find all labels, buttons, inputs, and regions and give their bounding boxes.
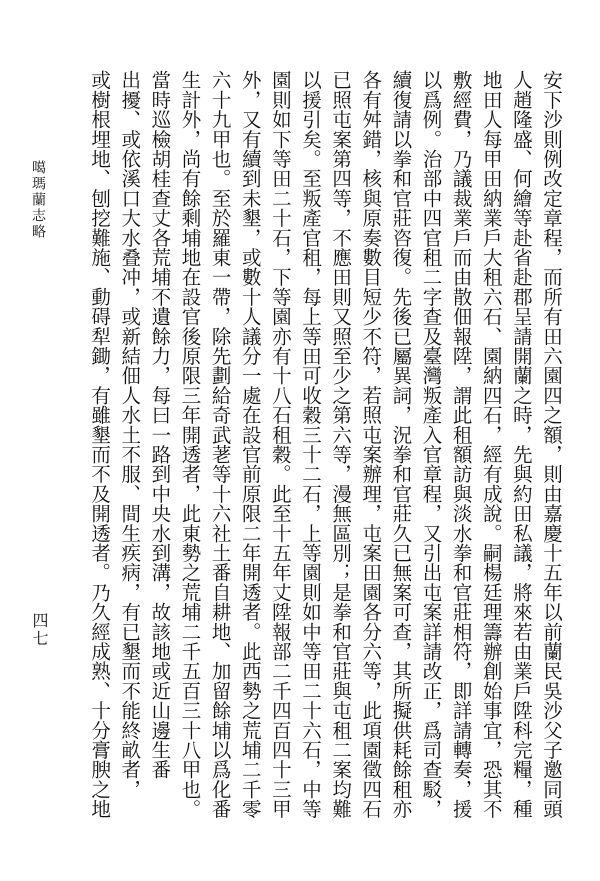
- text-column: 或樹根埋地、刨挖難施、動碍犁鋤，有雖墾而不及開透者。乃久經成熟、十分膏腴之地: [88, 70, 112, 819]
- text-column: 安下沙則例改定章程，而所有田六園四之額，則由嘉慶十五年以前蘭民吳沙父子邀同頭: [540, 70, 563, 819]
- text-column: 生計外，尚有餘剩埔地在設官後原限三年開透者，此東勢之荒埔二千五百三十八甲也。: [178, 70, 202, 819]
- text-column: 敷經費，乃議裁業戶而由散佃報陞，謂此租額訪與淡水拳和官莊相符，即詳請轉奏，援: [449, 70, 473, 819]
- book-title: 噶瑪蘭志略: [30, 160, 46, 240]
- text-column: 已照屯案第四等，不應田則又照至少之第六等，漫無區別；是拳和官莊與屯租二案均難: [329, 70, 353, 819]
- text-column: 續復請以拳和官莊咨復。先後已屬異詞，況拳和官莊久已無案可查，其所擬供耗餘租亦: [389, 70, 413, 819]
- text-column: 園則如下等田二十石，下等園亦有十八石租穀。此至十五年丈陞報部二千四百四十三甲: [268, 70, 292, 819]
- text-column: 以爲例。治部中四官租二字查及臺灣叛產入官章程，又引出屯案詳請改正，爲司查駁，: [419, 70, 443, 819]
- page-number: 四七: [30, 612, 49, 648]
- body-text: [84, 70, 566, 850]
- text-column: 各有舛錯，核與原奏數目短少不符，若照屯案辦理，屯案田園各分六等，此項園徵四石: [359, 70, 383, 819]
- text-column: 外，又有續到未墾，或數十人議分一處在設官前原限二年開透者。此西勢之荒埔二千零: [238, 70, 262, 819]
- text-column: 人趙隆盛、何繪等赴省赴郡呈請開蘭之時，先與約田私議，將來若由業戶陞科完糧，種: [509, 70, 533, 819]
- text-column: 當時巡檢胡桂查丈各荒埔不遺餘力，每曰一路到中央水到溝，故該地或近山邊生番: [148, 70, 172, 780]
- text-column: 六十九甲也。至於羅東一帶，除先劃給奇武荖等十六社土番自耕地、加留餘埔以爲化番: [208, 70, 232, 819]
- text-column: 地田人每甲田納業戶大租六石、園納四石，經有成說。嗣楊廷理籌辦創始事宜，恐其不: [479, 70, 503, 819]
- text-column: 出擾、或依溪口大水叠冲，或新結佃人水土不服、間生疾病，有已墾而不能終畝者，: [118, 70, 142, 799]
- text-column: 以援引矣。至叛產官租，每上等田可收穀三十二石，上等園則如中等田二十六石，中等: [299, 70, 322, 819]
